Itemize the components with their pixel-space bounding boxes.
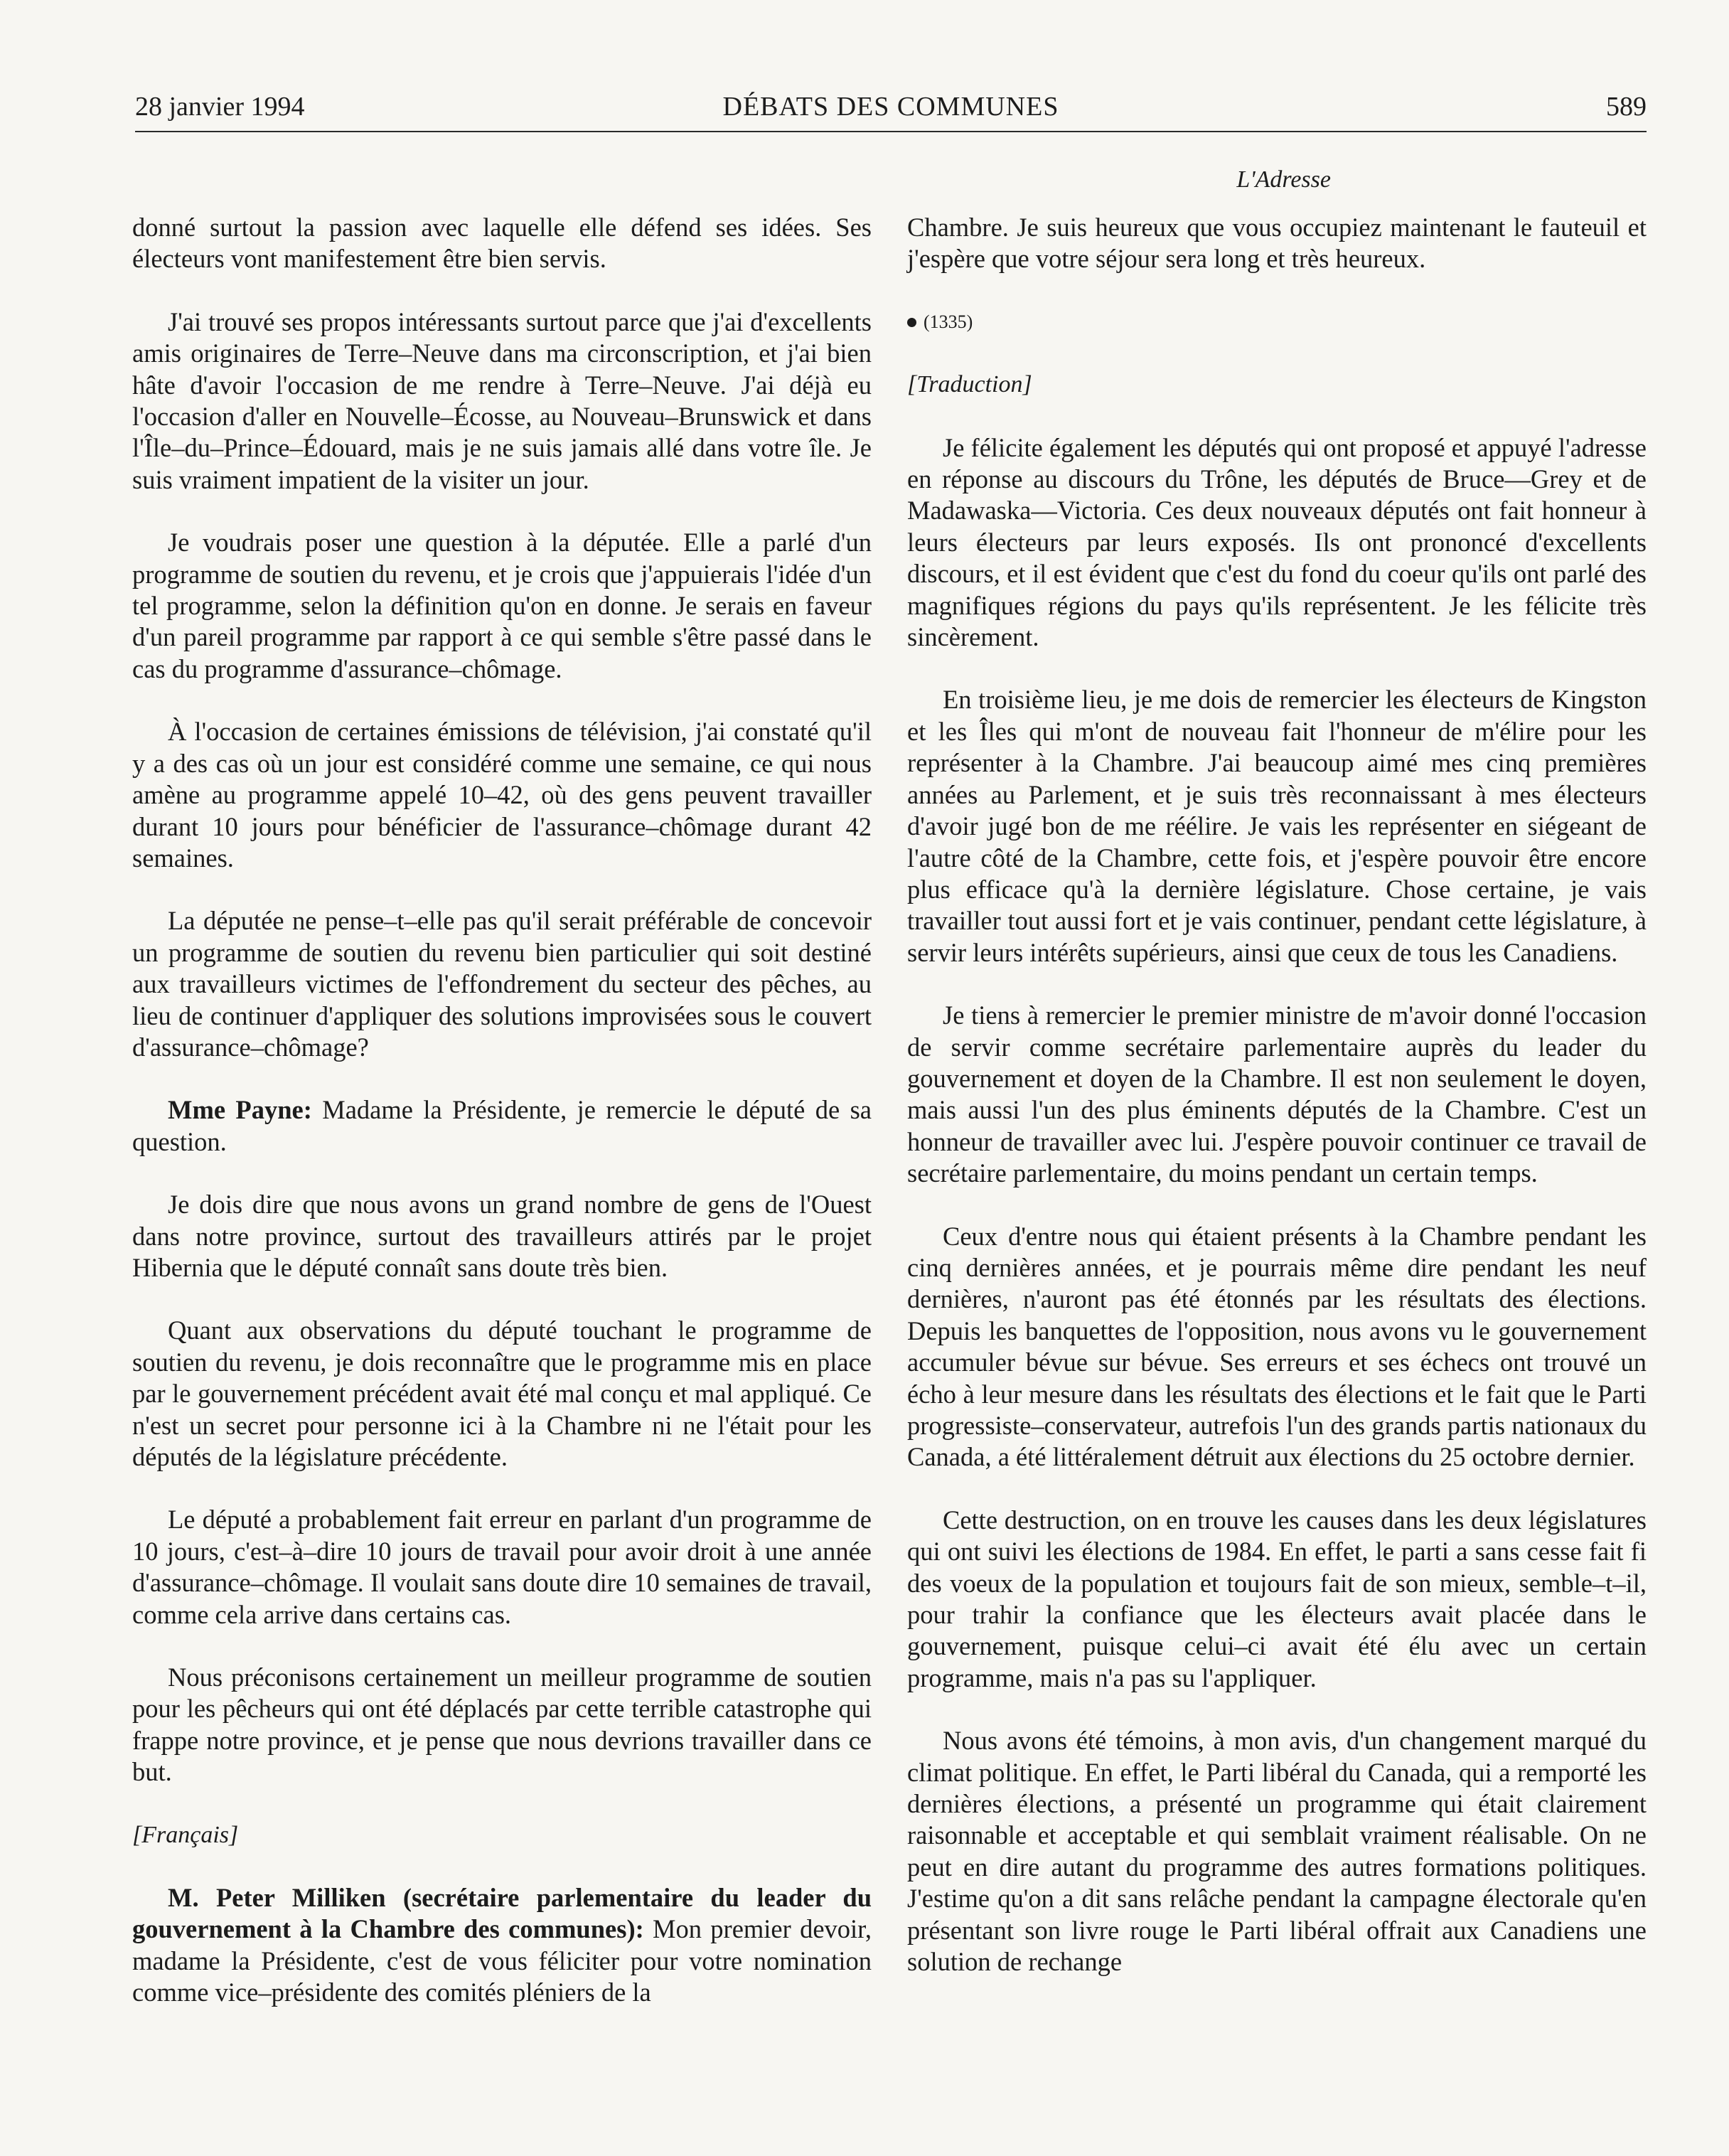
paragraph: Nous avons été témoins, à mon avis, d'un changement marqué du climat politique. En effet, le Parti libéral du Canada, qui a remporté les dernières élections, a présenté un programme qui était clairement raisonnable et acceptable et qui semblait vraiment réalisable. On ne peut en dire autant du programme des autres formations politiques. J'estime qu'on a dit sans relâche pendant la campagne électorale qu'en présentant son livre rouge le Parti libéral offrait aux Canadiens une solution de rechange: [907, 1726, 1647, 1977]
bullet-icon: [907, 318, 916, 327]
speaker-name: M. Peter Milliken (secrétaire parlementaire du leader du gouvernement à la Chambre des communes):: [132, 1883, 872, 1944]
language-tag: [Français]: [132, 1821, 239, 1848]
paragraph: Je dois dire que nous avons un grand nombre de gens de l'Ouest dans notre province, surtout des travailleurs attirés par le projet Hibernia que le député connaît sans doute très bien.: [132, 1190, 872, 1282]
page-number: 589: [1606, 92, 1647, 122]
paragraph: Je voudrais poser une question à la députée. Elle a parlé d'un programme de soutien du revenu, et je crois que j'appuierais l'idée d'un tel programme, selon la définition qu'on en donne. Je serais en faveur d'un pareil programme par rapport à ce qui semble s'être passé dans le cas du programme d'assurance–chômage.: [132, 528, 872, 683]
paragraph: Je tiens à remercier le premier ministre de m'avoir donné l'occasion de servir comme secrétaire parlementaire auprès du leader du gouvernement et doyen de la Chambre. Il est non seulement le doyen, mais aussi l'un des plus éminents députés de la Chambre. C'est un honneur de travailler avec lui. J'espère pouvoir continuer ce travail de secrétaire parlementaire, du moins pendant un certain temps.: [907, 1000, 1647, 1188]
time-marker: [907, 306, 1647, 338]
paragraph: Nous préconisons certainement un meilleur programme de soutien pour les pêcheurs qui ont été déplacés par cette terrible catastrophe qui frappe notre province, et je pense que nous devrions travailler dans ce but.: [132, 1663, 872, 1787]
paragraph: [132, 1094, 872, 1158]
paragraph: Cette destruction, on en trouve les causes dans les deux législatures qui ont suivi les élections de 1984. En effet, le parti a sans cesse fait fi des voeux de la population et toujours fait de son mieux, semble–t–il, pour trahir la confiance que les électeurs avait placée dans le gouvernement, puisque celui–ci avait été élu avec un certain programme, mais n'a pas su l'appliquer.: [907, 1505, 1647, 1692]
left-column: [132, 212, 872, 2040]
paragraph: Quant aux observations du député touchant le programme de soutien du revenu, je dois reconnaître que le programme mis en place par le gouvernement précédent avait été mal conçu et mal appliqué. Ce n'est un secret pour personne ici à la Chambre ni ne l'était pour les députés de la législature précédente.: [132, 1316, 872, 1471]
publication-title: DÉBATS DES COMMUNES: [722, 92, 1059, 122]
paragraph: Je félicite également les députés qui ont proposé et appuyé l'adresse en réponse au discours du Trône, les députés de Bruce—Grey et de Madawaska—Victoria. Ces deux nouveaux députés ont fait honneur à leurs électeurs par leurs exposés. Ils ont prononcé d'excellents discours, et il est évident que c'est du fond du coeur qu'ils ont parlé des magnifiques régions du pays qu'ils représentent. Je les félicite très sincèrement.: [907, 432, 1647, 652]
page-header: [135, 87, 1647, 132]
right-column: [907, 212, 1647, 2010]
speech-text: Madame la Présidente, je remercie le député de sa question.: [132, 1095, 872, 1156]
paragraph: En troisième lieu, je me dois de remercier les électeurs de Kingston et les Îles qui m'ont de nouveau fait l'honneur de m'élire pour les représenter à la Chambre. J'ai beaucoup aimé mes cinq premières années au Parlement, et je suis très reconnaissant à mes électeurs d'avoir jugé bon de me réélire. Je vais les représenter en siégeant de l'autre côté de la Chambre, cette fois, et j'espère pouvoir être encore plus efficace qu'à la dernière législature. Chose certaine, je vais travailler tout aussi fort et je vais continuer, pendant cette législature, à servir leurs intérêts supérieurs, ainsi que ceux de tous les Canadiens.: [907, 685, 1647, 967]
paragraph: La députée ne pense–t–elle pas qu'il serait préférable de concevoir un programme de soutien du revenu bien particulier qui soit destiné aux travailleurs victimes de l'effondrement du secteur des pêches, au lieu de continuer d'appliquer des solutions improvisées sous le couvert d'assurance–chômage?: [132, 906, 872, 1062]
time-marker-label: (1335): [924, 311, 973, 332]
language-tag: [Traduction]: [907, 371, 1032, 398]
paragraph: [132, 1882, 872, 2009]
section-title: L'Adresse: [1236, 166, 1331, 193]
speech-text: Mon premier devoir, madame la Présidente, c'est de vous féliciter pour votre nomination comme vice–présidente des comités pléniers de la: [132, 1914, 872, 2007]
paragraph: donné surtout la passion avec laquelle elle défend ses idées. Ses électeurs vont manifestement être bien servis.: [132, 213, 872, 274]
paragraph: Ceux d'entre nous qui étaient présents à la Chambre pendant les cinq dernières années, et je pourrais même dire pendant les neuf dernières, n'auront pas été étonnés par les résultats des élections. Depuis les banquettes de l'opposition, nous avons vu le gouvernement accumuler bévue sur bévue. Ses erreurs et ses échecs ont trouvé un écho à leur mesure dans les résultats des élections et le fait que le Parti progressiste–conservateur, autrefois l'un des grands partis nationaux du Canada, a été littéralement détruit aux élections du 25 octobre dernier.: [907, 1221, 1647, 1472]
paragraph: Le député a probablement fait erreur en parlant d'un programme de 10 jours, c'est–à–dire 10 jours de travail pour avoir droit à une année d'assurance–chômage. Il voulait sans doute dire 10 semaines de travail, comme cela arrive dans certains cas.: [132, 1505, 872, 1629]
paragraph: J'ai trouvé ses propos intéressants surtout parce que j'ai d'excellents amis originaires de Terre–Neuve dans ma circonscription, et j'ai bien hâte d'avoir l'occasion de me rendre à Terre–Neuve. J'ai déjà eu l'occasion d'aller en Nouvelle–Écosse, au Nouveau–Brunswick et dans l'Île–du–Prince–Édouard, mais je ne suis jamais allé dans votre île. Je suis vraiment impatient de la visiter un jour.: [132, 306, 872, 494]
speaker-name: Mme Payne:: [168, 1095, 312, 1125]
header-date: 28 janvier 1994: [135, 92, 305, 122]
paragraph: À l'occasion de certaines émissions de télévision, j'ai constaté qu'il y a des cas où un jour est considéré comme une semaine, ce qui nous amène au programme appelé 10–42, où des gens peuvent travailler durant 10 jours pour bénéficier de l'assurance–chômage durant 42 semaines.: [132, 717, 872, 872]
paragraph: Chambre. Je suis heureux que vous occupiez maintenant le fauteuil et j'espère que votre séjour sera long et très heureux.: [907, 213, 1647, 274]
